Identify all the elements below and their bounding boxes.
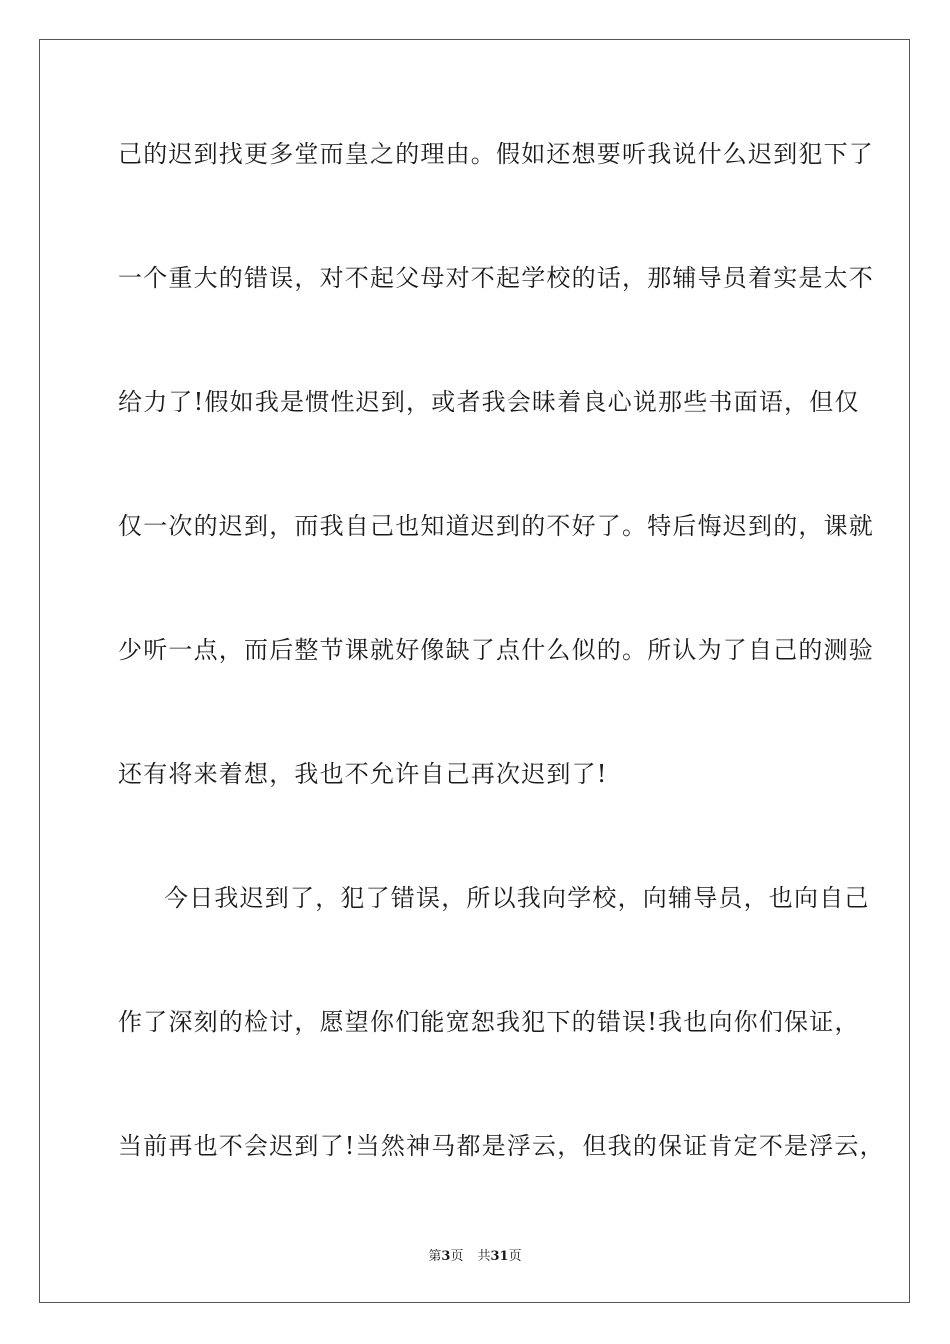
page-prefix: 第 bbox=[428, 1249, 442, 1264]
page-suffix: 页 bbox=[450, 1249, 464, 1264]
text-line-2: 一个重大的错误，对不起父母对不起学校的话，那辅导员着实是太不 bbox=[118, 264, 874, 292]
page-frame bbox=[39, 39, 910, 1303]
page-footer bbox=[0, 1248, 950, 1266]
text-line-7-paragraph-start: 今日我迟到了，犯了错误，所以我向学校，向辅导员，也向自己 bbox=[164, 884, 870, 912]
text-line-6: 还有将来着想，我也不允许自己再次迟到了! bbox=[118, 760, 608, 788]
text-line-1: 己的迟到找更多堂而皇之的理由。假如还想要听我说什么迟到犯下了 bbox=[118, 140, 874, 168]
text-line-4: 仅一次的迟到，而我自己也知道迟到的不好了。特后悔迟到的，课就 bbox=[118, 512, 874, 540]
total-pages: 31 bbox=[490, 1249, 509, 1264]
text-line-9: 当前再也不会迟到了!当然神马都是浮云，但我的保证肯定不是浮云， bbox=[118, 1132, 885, 1160]
page-number: 3 bbox=[441, 1249, 451, 1264]
text-line-3: 给力了!假如我是惯性迟到，或者我会昧着良心说那些书面语，但仅 bbox=[118, 388, 860, 416]
total-suffix: 页 bbox=[508, 1249, 522, 1264]
text-line-8: 作了深刻的检讨，愿望你们能宽恕我犯下的错误!我也向你们保证， bbox=[118, 1008, 860, 1036]
total-prefix: 共 bbox=[477, 1249, 491, 1264]
text-line-5: 少听一点，而后整节课就好像缺了点什么似的。所认为了自己的测验 bbox=[118, 636, 874, 664]
